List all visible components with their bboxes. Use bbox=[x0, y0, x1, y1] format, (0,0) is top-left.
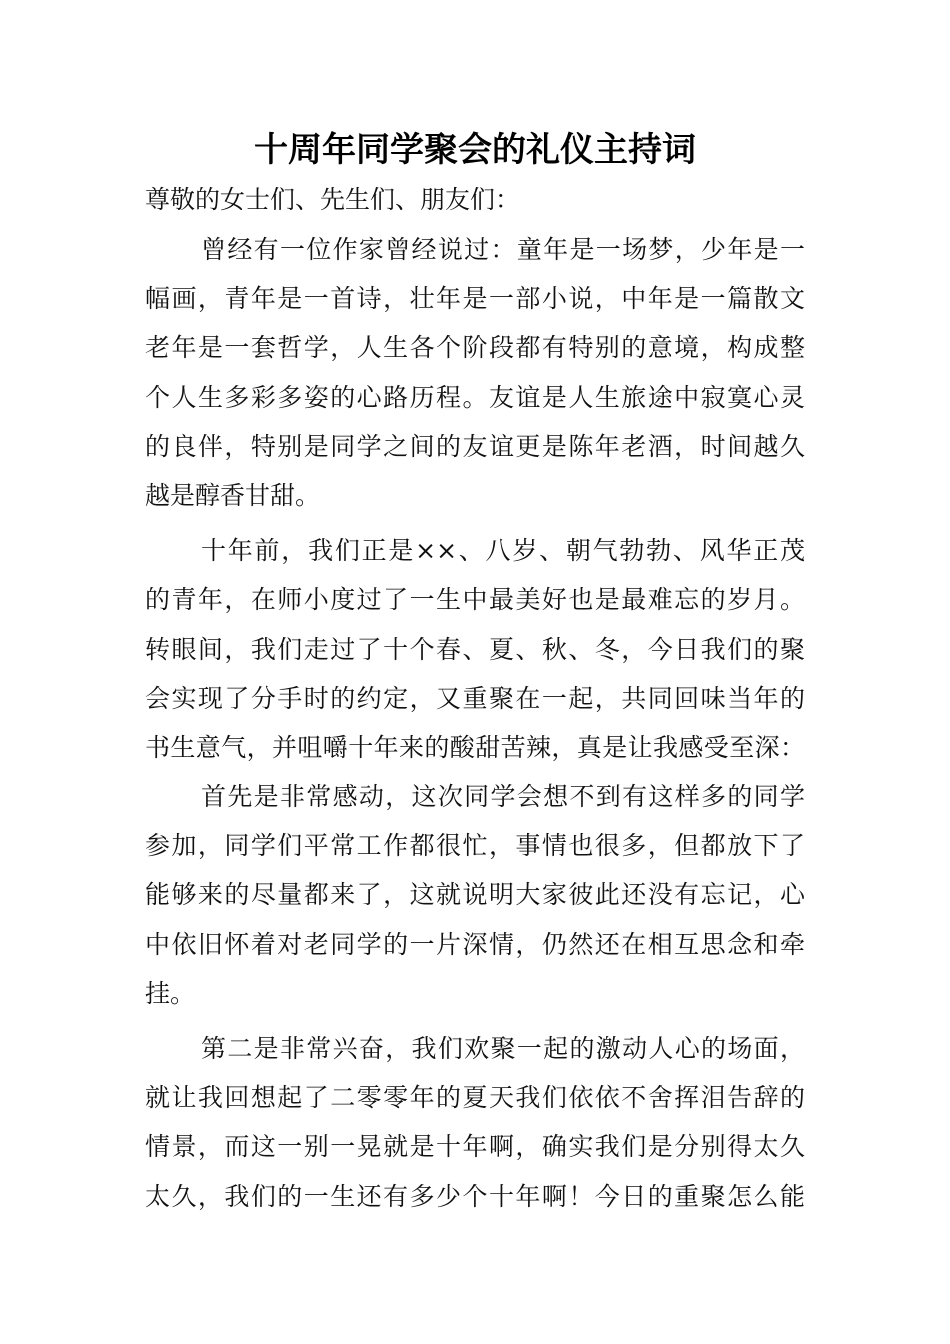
document-body bbox=[145, 180, 805, 1221]
document-title: 十周年同学聚会的礼仪主持词 bbox=[254, 130, 696, 170]
paragraph-line: 转眼间，我们走过了十个春、夏、秋、冬，今日我们的聚 bbox=[145, 634, 805, 664]
salutation: 尊敬的女士们、先生们、朋友们： bbox=[145, 185, 521, 214]
paragraph-line: 第二是非常兴奋，我们欢聚一起的激动人心的场面， bbox=[201, 1034, 805, 1063]
paragraph-line: 会实现了分手时的约定，又重聚在一起，共同回味当年的 bbox=[145, 683, 805, 713]
paragraph-line: 就让我回想起了二零零年的夏天我们依依不舍挥泪告辞的 bbox=[145, 1083, 805, 1113]
paragraph-line: 的青年，在师小度过了一生中最美好也是最难忘的岁月。 bbox=[145, 585, 805, 615]
paragraph-4 bbox=[145, 1024, 805, 1221]
paragraph-line: 越是醇香甘甜。 bbox=[145, 480, 321, 510]
paragraph-line: 的良伴，特别是同学之间的友谊更是陈年老酒，时间越久 bbox=[145, 431, 805, 461]
paragraph-line: 幅画，青年是一首诗，壮年是一部小说，中年是一篇散文 bbox=[145, 284, 805, 314]
paragraph-line: 中依旧怀着对老同学的一片深情，仍然还在相互思念和牵 bbox=[145, 929, 805, 959]
paragraph-2 bbox=[145, 526, 805, 772]
paragraph-line: 情景，而这一别一晃就是十年啊，确实我们是分别得太久 bbox=[145, 1132, 805, 1162]
paragraph-1 bbox=[145, 225, 805, 520]
paragraph-line: 太久，我们的一生还有多少个十年啊！今日的重聚怎么能 bbox=[145, 1181, 805, 1211]
paragraph-line: 个人生多彩多姿的心路历程。友谊是人生旅途中寂寞心灵 bbox=[145, 382, 805, 412]
paragraph-line: 曾经有一位作家曾经说过：童年是一场梦，少年是一 bbox=[201, 235, 805, 264]
paragraph-3 bbox=[145, 772, 805, 1018]
paragraph-line: 老年是一套哲学，人生各个阶段都有特别的意境，构成整 bbox=[145, 333, 805, 363]
paragraph-line: 挂。 bbox=[145, 978, 196, 1008]
paragraph-line: 参加，同学们平常工作都很忙，事情也很多，但都放下了 bbox=[145, 831, 805, 861]
paragraph-line: 十年前，我们正是××、八岁、朝气勃勃、风华正茂 bbox=[201, 536, 805, 566]
paragraph-line: 首先是非常感动，这次同学会想不到有这样多的同学 bbox=[201, 782, 805, 812]
paragraph-line: 能够来的尽量都来了，这就说明大家彼此还没有忘记，心 bbox=[145, 880, 805, 910]
paragraph-line: 书生意气，并咀嚼十年来的酸甜苦辣，真是让我感受至深： bbox=[145, 732, 805, 762]
